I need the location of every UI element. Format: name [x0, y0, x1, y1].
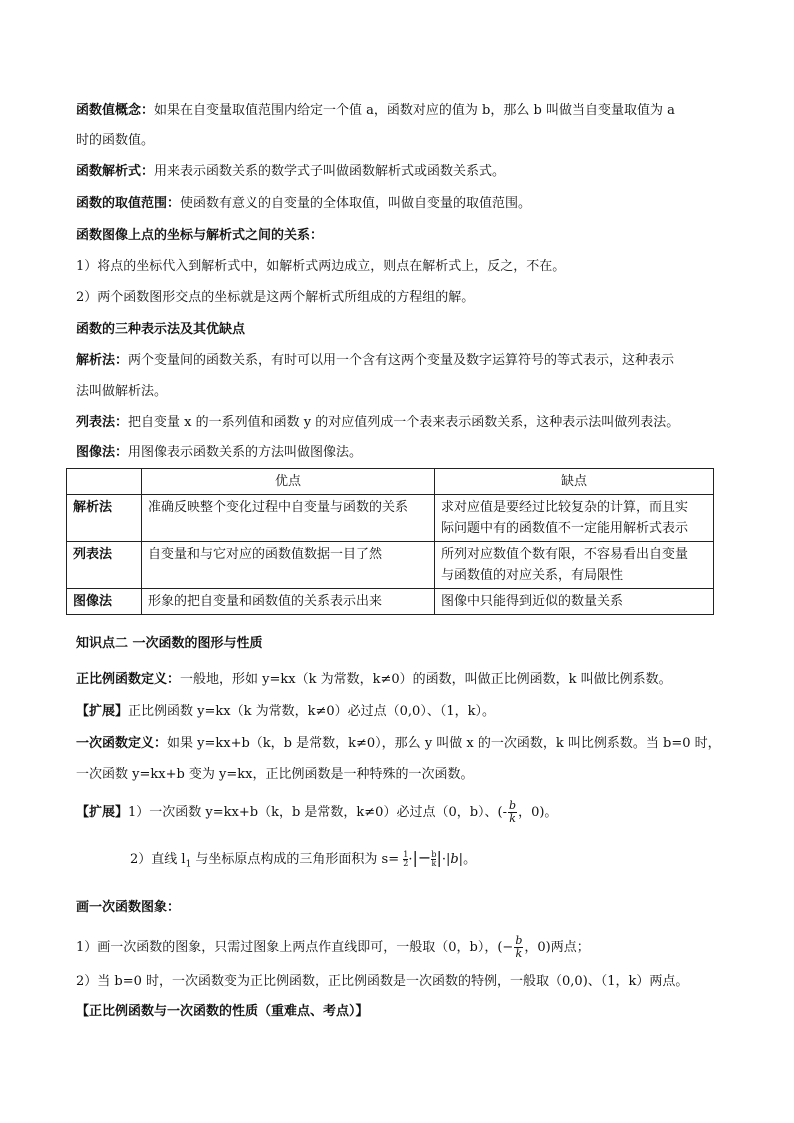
fraction-denominator: k: [509, 812, 516, 825]
table-row-name: 列表法: [67, 542, 142, 589]
term-analytic-method: 解析法：: [76, 353, 129, 368]
term-function-expression: 函数解析式：: [76, 164, 155, 179]
fraction-numerator: b: [515, 934, 523, 947]
table-cell-pro: 准确反映整个变化过程中自变量与函数的关系: [142, 495, 435, 542]
table-header-row: [67, 469, 714, 495]
para-analytic-method: [76, 351, 674, 371]
text-linear-ext-a: 1）一次函数 y=kx+b（k，b 是常数，k≠0）必过点（0，b）、(-: [128, 805, 508, 820]
heading-properties: 【正比例函数与一次函数的性质（重难点、考点）】: [76, 1004, 369, 1019]
text-graph-method: 用图像表示函数关系的方法叫做图像法。: [128, 445, 363, 460]
multiply-dot: ·: [441, 852, 446, 867]
subscript-1: 1: [185, 859, 192, 870]
para-graph-method: [76, 443, 362, 463]
term-table-method: 列表法：: [76, 415, 129, 430]
table-cell-con-line: 际问题中有的函数值不一定能用解析式表示: [441, 521, 689, 536]
fraction-denominator: k: [431, 859, 437, 868]
table-cell-con: [435, 495, 714, 542]
fraction-numerator: 1: [403, 850, 409, 859]
abs-close: |: [436, 848, 442, 867]
text-line-label: 2）直线 l: [130, 852, 186, 867]
para-analytic-method-cont: 法叫做解析法。: [76, 384, 168, 399]
para-function-value: [76, 101, 675, 121]
table-header-cons: 缺点: [435, 469, 714, 495]
text-analytic-method: 两个变量间的函数关系，有时可以用一个含有这两个变量及数字运算符号的等式表示，这种表示: [128, 353, 675, 368]
heading-draw-graph: 画一次函数图象：: [76, 900, 181, 915]
period: 。: [463, 852, 477, 867]
fraction-denominator: k: [515, 947, 523, 960]
para-relation-1: 1）将点的坐标代入到解析式中，如解析式两边成立，则点在解析式上，反之，不在。: [76, 259, 566, 274]
para-function-value-cont: 时的函数值。: [76, 133, 155, 148]
heading-point-relation: 函数图像上点的坐标与解析式之间的关系：: [76, 228, 324, 243]
table-cell-con: [435, 542, 714, 589]
heading-three-methods: 函数的三种表示法及其优缺点: [76, 322, 246, 337]
term-proportional-def: 正比例函数定义：: [76, 672, 181, 687]
table-cell-pro: 自变量和与它对应的函数值数据一目了然: [142, 542, 435, 589]
text-function-range: 使函数有意义的自变量的全体取值，叫做自变量的取值范围。: [180, 196, 532, 211]
term-extension: 【扩展】: [76, 805, 129, 820]
abs-open: |−: [412, 848, 432, 867]
para-linear-def: [76, 734, 721, 754]
fraction-b-over-k: [514, 935, 523, 960]
para-proportional-def: [76, 670, 672, 690]
text-table-method: 把自变量 x 的一系列值和函数 y 的对应值列成一个表来表示函数关系，这种表示法叫做列表法。: [128, 415, 680, 430]
para-draw-2: 2）当 b=0 时，一次函数变为正比例函数，正比例函数是一次函数的特例，一般取（0,0)、（1，k）两点。: [76, 974, 689, 989]
term-function-range: 函数的取值范围：: [76, 196, 181, 211]
table-cell-con-line: 与函数值的对应关系，有局限性: [441, 568, 624, 583]
table-cell-con-line: 求对应值是要经过比较复杂的计算，而且实: [441, 500, 689, 515]
abs-b: |b|: [445, 852, 464, 867]
para-proportional-ext: [76, 702, 495, 722]
text-function-expression: 用来表示函数关系的数学式子叫做函数解析式或函数关系式。: [154, 164, 506, 179]
term-graph-method: 图像法：: [76, 445, 129, 460]
para-table-method: [76, 413, 679, 433]
table-row: [67, 589, 714, 615]
text-proportional-ext: 正比例函数 y=kx（k 为常数，k≠0）必过点（0,0）、（1，k）。: [128, 704, 495, 719]
table-row-name: 图像法: [67, 589, 142, 615]
table-row: [67, 542, 714, 589]
fraction-numerator: b: [431, 850, 437, 859]
text-function-value: 如果在自变量取值范围内给定一个值 a，函数对应的值为 b，那么 b 叫做当自变量取值为 a: [154, 103, 675, 118]
table-header-pros: 优点: [142, 469, 435, 495]
para-function-range: [76, 194, 531, 214]
section-title-linear-function: 知识点二 一次函数的图形与性质: [76, 636, 263, 651]
fraction-b-over-k: [508, 800, 517, 825]
term-linear-def: 一次函数定义：: [76, 736, 168, 751]
methods-comparison-table: [66, 468, 714, 615]
text-linear-ext-b: ，0)。: [518, 805, 558, 820]
table-cell-con-line: 图像中只能得到近似的数量关系: [441, 594, 624, 609]
text-draw-1b: ，0)两点；: [524, 940, 590, 955]
text-linear-def: 如果 y=kx+b（k，b 是常数，k≠0），那么 y 叫做 x 的一次函数，k 叫比例系数。当 b=0 时，: [167, 736, 721, 751]
para-draw-1: [76, 935, 590, 960]
text-draw-1a: 1）画一次函数的图象，只需过图象上两点作直线即可，一般取（0，b），(−: [76, 940, 514, 955]
fraction-denominator: 2: [403, 859, 409, 868]
para-function-expression: [76, 162, 505, 182]
para-relation-2: 2）两个函数图形交点的坐标就是这两个解析式所组成的方程组的解。: [76, 290, 475, 305]
table-header-empty: [67, 469, 142, 495]
text-triangle-area: 与坐标原点构成的三角形面积为 s=: [191, 852, 400, 867]
term-function-value: 函数值概念：: [76, 103, 155, 118]
para-linear-ext-1: [76, 800, 557, 825]
table-cell-con: [435, 589, 714, 615]
table-cell-con-line: 所列对应数值个数有限，不容易看出自变量: [441, 547, 689, 562]
para-linear-ext-2: [130, 848, 476, 875]
table-row-name: 解析法: [67, 495, 142, 542]
para-linear-def-cont: 一次函数 y=kx+b 变为 y=kx，正比例函数是一种特殊的一次函数。: [76, 767, 474, 782]
table-cell-pro: 形象的把自变量和函数值的关系表示出来: [142, 589, 435, 615]
text-proportional-def: 一般地，形如 y=kx（k 为常数，k≠0）的函数，叫做正比例函数，k 叫做比例系数。: [180, 672, 672, 687]
table-row: [67, 495, 714, 542]
multiply-dot: ·: [408, 852, 413, 867]
term-extension: 【扩展】: [76, 704, 129, 719]
fraction-numerator: b: [509, 799, 517, 812]
